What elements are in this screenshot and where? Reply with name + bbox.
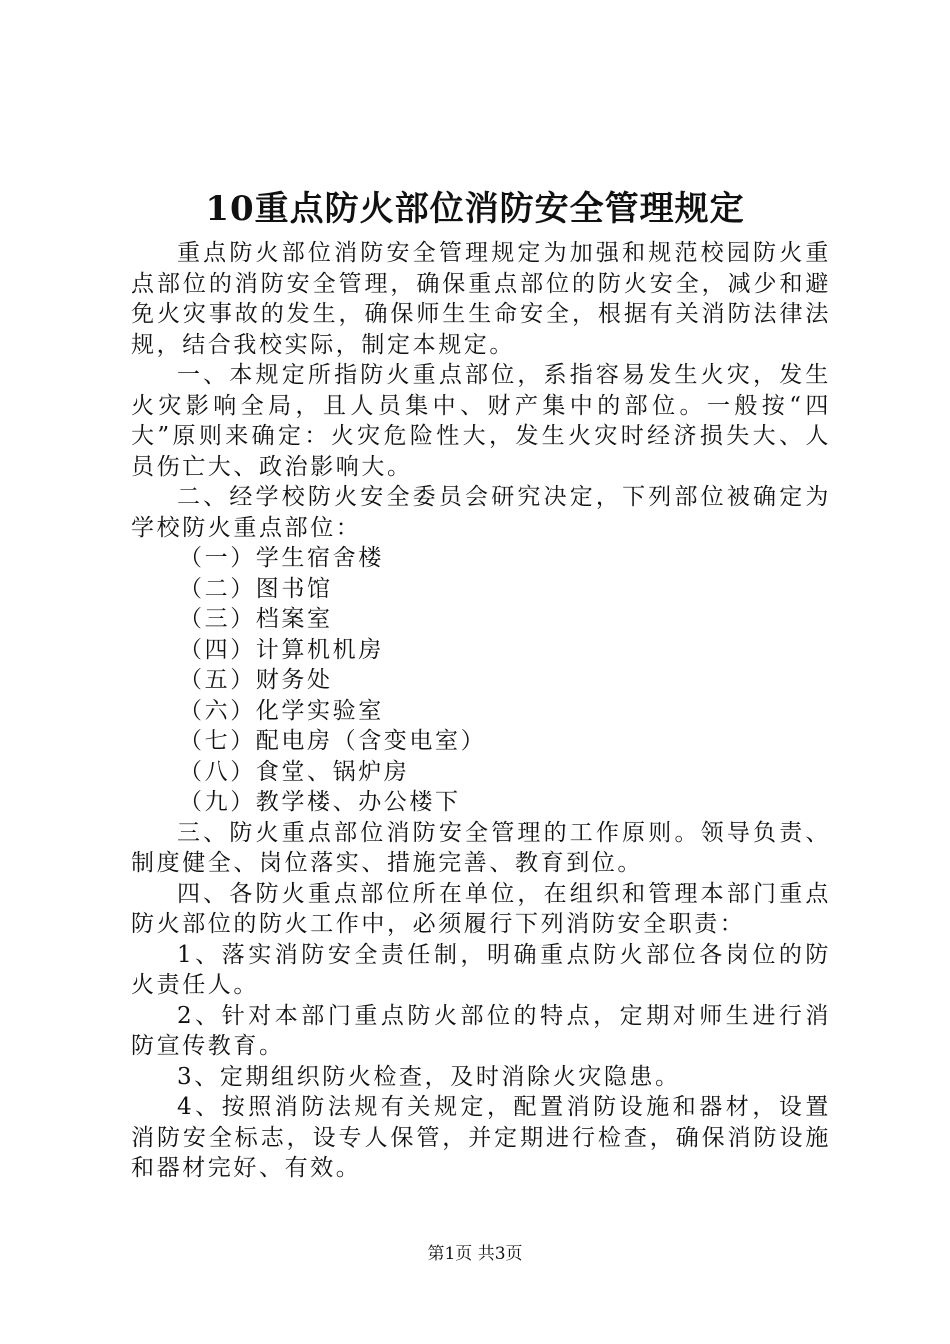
paragraph-duty-4: 4、按照消防法规有关规定，配置消防设施和器材，设置消防安全标志，设专人保管，并定期进行检查，确保消防设施和器材完好、有效。	[131, 1094, 831, 1181]
page-footer: 第1页 共3页	[427, 1244, 523, 1264]
list-item: （七）配电房（含变电室）	[179, 728, 487, 754]
paragraph-duty-2: 2、针对本部门重点防火部位的特点，定期对师生进行消防宣传教育。	[131, 1002, 831, 1059]
list-item: （八）食堂、锅炉房	[179, 758, 410, 785]
paragraph-intro: 重点防火部位消防安全管理规定为加强和规范校园防火重点部位的消防安全管理，确保重点部位的防火安全，减少和避免火灾事故的发生，确保师生生命安全，根据有关消防法律法规，结合我校实际，制定本规定。	[131, 240, 831, 358]
list-item: （一）学生宿舍楼	[179, 545, 384, 571]
list-item: （二）图书馆	[179, 575, 333, 602]
document-body	[131, 238, 831, 1184]
document-title: 10重点防火部位消防安全管理规定	[205, 189, 745, 229]
paragraph-duty-3: 3、定期组织防火检查，及时消除火灾隐患。	[177, 1063, 681, 1090]
paragraph-section-4: 四、各防火重点部位所在单位，在组织和管理本部门重点防火部位的防火工作中，必须履行下列消防安全职责：	[131, 880, 831, 937]
paragraph-section-1: 一、本规定所指防火重点部位，系指容易发生火灾，发生火灾影响全局，且人员集中、财产集中的部位。一般按“四大”原则来确定：火灾危险性大，发生火灾时经济损失大、人员伤亡大、政治影响大。	[131, 362, 831, 480]
paragraph-section-3: 三、防火重点部位消防安全管理的工作原则。领导负责、制度健全、岗位落实、措施完善、教育到位。	[131, 819, 831, 876]
paragraph-section-2: 二、经学校防火安全委员会研究决定，下列部位被确定为学校防火重点部位：	[131, 484, 831, 541]
paragraph-duty-1: 1、落实消防安全责任制，明确重点防火部位各岗位的防火责任人。	[131, 941, 831, 998]
list-item: （九）教学楼、办公楼下	[179, 789, 461, 815]
list-item: （三）档案室	[179, 606, 333, 632]
list-item: （六）化学实验室	[179, 697, 384, 724]
list-item: （五）财务处	[179, 667, 333, 693]
list-item: （四）计算机机房	[179, 636, 384, 663]
